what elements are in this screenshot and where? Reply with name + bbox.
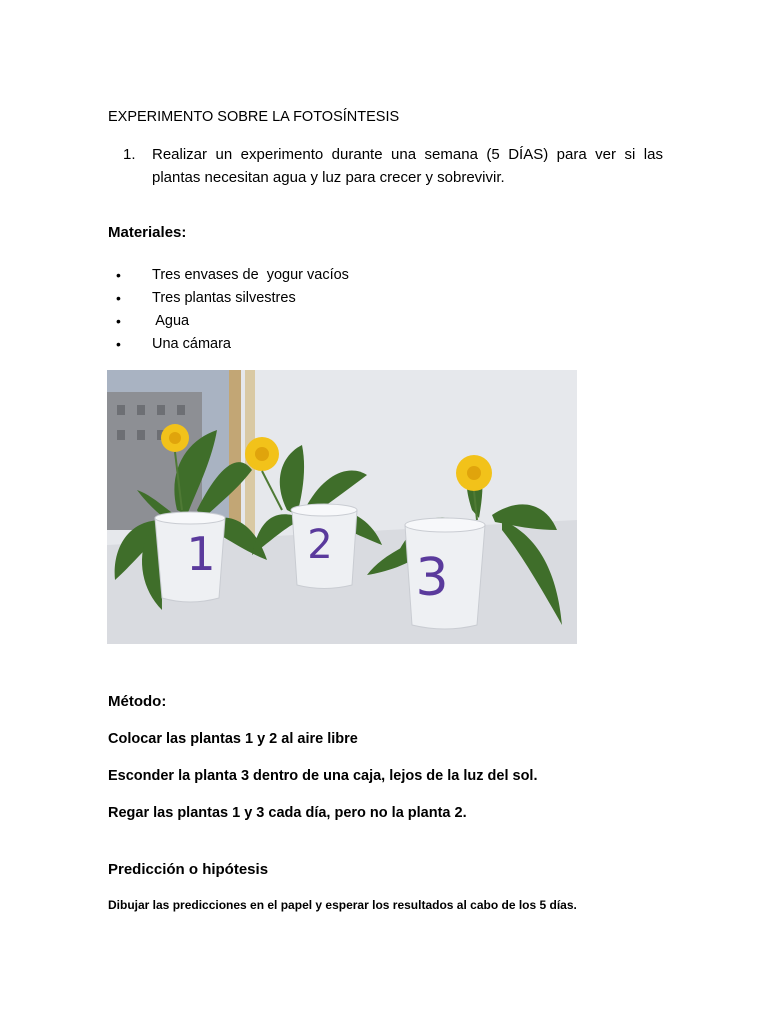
objective-item xyxy=(123,143,663,189)
cup-1 xyxy=(155,512,225,602)
bullet-icon: • xyxy=(116,267,121,283)
cup-3 xyxy=(405,518,485,629)
material-text: Una cámara xyxy=(152,336,231,352)
method-step-1: Colocar las plantas 1 y 2 al aire libre xyxy=(108,731,358,747)
material-text: Agua xyxy=(152,313,190,329)
objective-number: 1. xyxy=(123,146,136,163)
method-step-2: Esconder la planta 3 dentro de una caja, lejos de la luz del sol. xyxy=(108,768,538,784)
bullet-icon: • xyxy=(116,336,121,352)
cup-label-2: 2 xyxy=(307,522,333,568)
material-text: Tres envases de yogur vacíos xyxy=(152,267,349,283)
bullet-icon: • xyxy=(116,313,121,329)
cup-label-3: 3 xyxy=(415,548,449,608)
cup-label-1: 1 xyxy=(186,527,216,581)
experiment-photo xyxy=(107,370,577,644)
materials-heading: Materiales: xyxy=(108,224,187,241)
objective-text: Realizar un experimento durante una semana (5 DÍAS) para ver si las plantas necesitan agua y luz para crecer y sobrevivir. xyxy=(152,146,663,186)
cup-2 xyxy=(291,504,357,589)
bullet-icon: • xyxy=(116,290,121,306)
hypothesis-text: Dibujar las predicciones en el papel y esperar los resultados al cabo de los 5 días. xyxy=(108,898,577,912)
method-heading: Método: xyxy=(108,693,167,710)
material-text: Tres plantas silvestres xyxy=(152,290,296,306)
hypothesis-heading: Predicción o hipótesis xyxy=(108,861,269,878)
method-step-3: Regar las plantas 1 y 3 cada día, pero no la planta 2. xyxy=(108,805,467,821)
photo-window-frame xyxy=(229,370,241,540)
document-title: EXPERIMENTO SOBRE LA FOTOSÍNTESIS xyxy=(108,109,400,125)
